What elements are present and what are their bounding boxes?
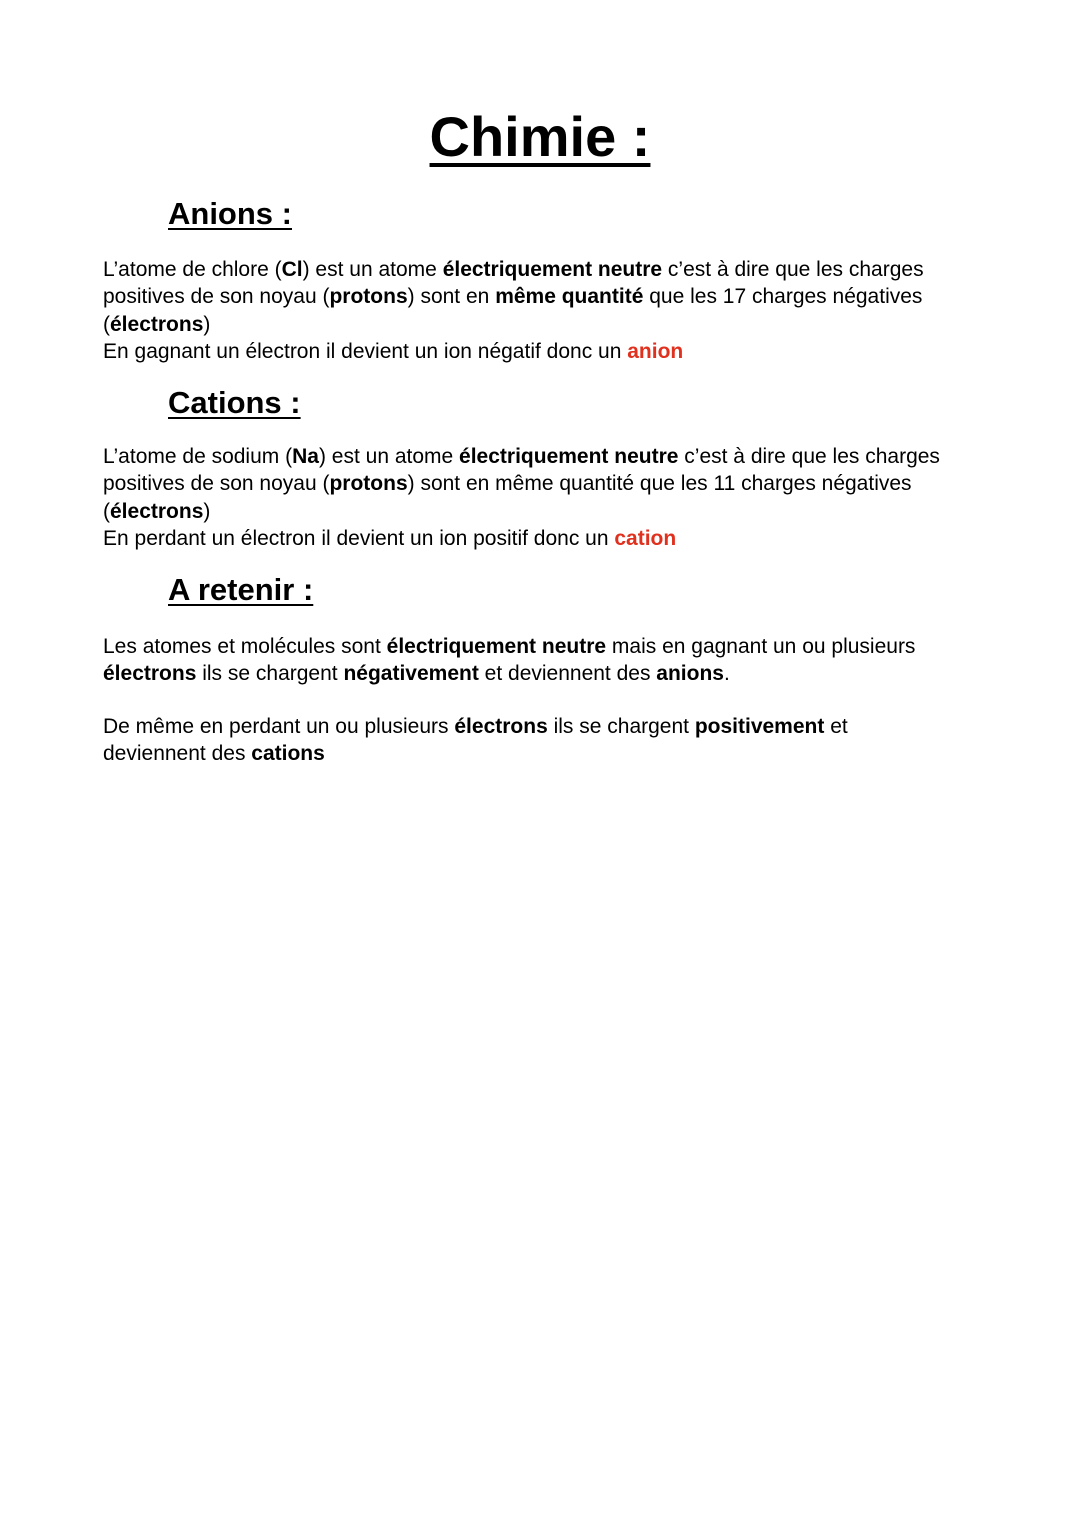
page-title-text: Chimie : <box>429 105 651 168</box>
bold-term: électriquement neutre <box>386 635 607 658</box>
bold-term: protons <box>329 285 408 309</box>
text-line <box>103 525 1003 552</box>
paragraph-retenir-1 <box>103 633 1003 688</box>
bold-term: négativement <box>343 662 479 686</box>
text-line <box>103 713 1003 740</box>
section-heading-retenir: A retenir : <box>168 572 314 607</box>
text-line <box>103 338 1003 365</box>
text-run: ( <box>103 499 110 523</box>
text-run: De même en perdant un ou plusieurs <box>103 715 455 738</box>
text-run: mais en gagnant un ou plusieurs <box>606 635 916 658</box>
text-line <box>103 443 1003 470</box>
text-run: positives de son noyau ( <box>103 285 330 309</box>
text-run: ) <box>203 312 211 336</box>
text-run: ) sont en même quantité que les 11 charges négatives <box>407 472 912 496</box>
bold-term: Na <box>292 445 319 468</box>
page-title <box>0 104 1080 170</box>
bold-term: électrons <box>103 662 197 686</box>
highlighted-term: anion <box>627 339 684 363</box>
text-run: ils se chargent <box>547 715 695 738</box>
bold-term: cations <box>251 742 325 766</box>
text-line <box>103 311 1003 338</box>
text-line <box>103 256 1003 283</box>
text-run: et deviennent des <box>478 662 657 686</box>
text-run: ) est un atome <box>302 258 443 281</box>
highlighted-term: cation <box>614 526 677 550</box>
text-run: L’atome de sodium ( <box>103 445 293 468</box>
text-run: et <box>824 715 848 738</box>
bold-term: électrons <box>110 312 204 336</box>
text-run: En perdant un électron il devient un ion positif donc un <box>103 526 615 550</box>
text-run: positives de son noyau ( <box>103 472 330 496</box>
text-line <box>103 660 1003 687</box>
text-run: L’atome de chlore ( <box>103 258 282 281</box>
text-line <box>103 498 1003 525</box>
bold-term: protons <box>329 472 408 496</box>
bold-term: électriquement neutre <box>442 258 663 281</box>
text-run: que les 17 charges négatives <box>643 285 923 309</box>
bold-term: électriquement neutre <box>459 445 679 468</box>
text-run: . <box>723 662 730 686</box>
bold-term: positivement <box>694 715 825 738</box>
text-line <box>103 740 1003 767</box>
bold-term: électrons <box>454 715 548 738</box>
text-line <box>103 283 1003 310</box>
paragraph-retenir-2 <box>103 713 1003 768</box>
text-run: ) sont en <box>407 285 496 309</box>
text-line <box>103 470 1003 497</box>
bold-term: même quantité <box>495 285 644 309</box>
text-run: deviennent des <box>103 742 252 766</box>
text-run: Les atomes et molécules sont <box>103 635 387 658</box>
paragraph-anions <box>103 256 1003 365</box>
text-run: ) est un atome <box>318 445 460 468</box>
text-run: c’est à dire que les charges <box>678 445 940 468</box>
bold-term: Cl <box>281 258 303 281</box>
text-run: ) <box>203 499 211 523</box>
bold-term: anions <box>656 662 724 686</box>
text-line <box>103 633 1003 660</box>
section-heading-anions: Anions : <box>168 196 292 231</box>
text-run: En gagnant un électron il devient un ion négatif donc un <box>103 339 628 363</box>
text-run: ils se chargent <box>196 662 344 686</box>
paragraph-cations <box>103 443 1003 552</box>
bold-term: électrons <box>110 499 204 523</box>
section-heading-cations: Cations : <box>168 385 301 420</box>
text-run: c’est à dire que les charges <box>662 258 924 281</box>
text-run: ( <box>103 312 110 336</box>
